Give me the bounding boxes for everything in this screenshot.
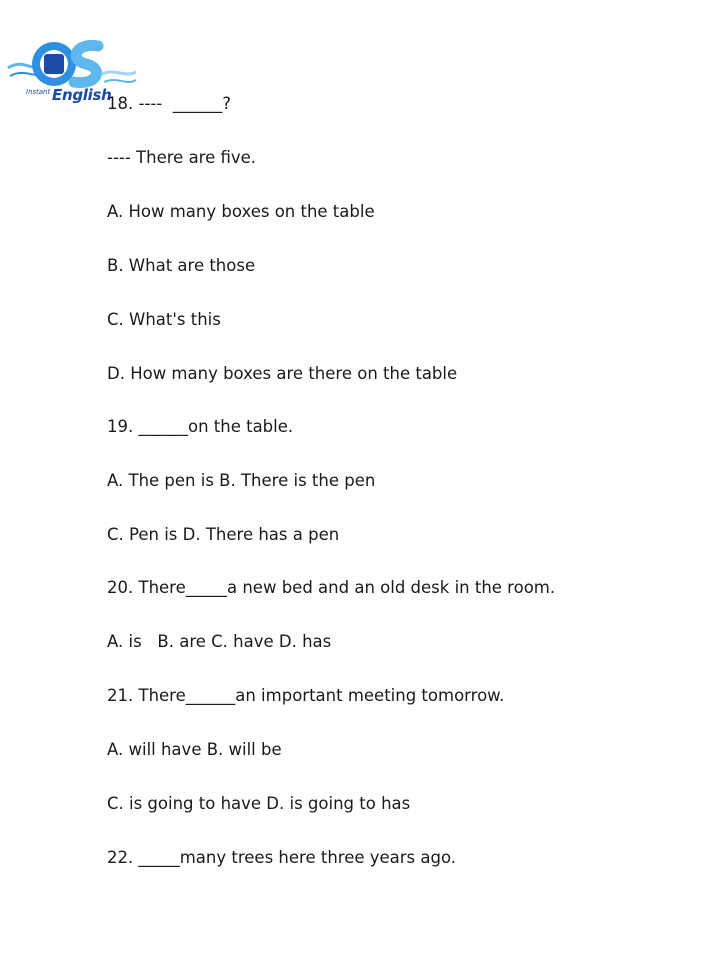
- question-18: 18. ---- ______?: [107, 94, 232, 113]
- logo-subtext: Instant: [26, 88, 51, 96]
- question-18-option-c: C. What's this: [107, 310, 221, 329]
- question-18-option-b: B. What are those: [107, 256, 256, 275]
- question-20: 20. There_____a new bed and an old desk in the room.: [107, 578, 556, 597]
- question-18-option-a: A. How many boxes on the table: [107, 202, 375, 221]
- question-20-options: A. is B. are C. have D. has: [107, 632, 332, 651]
- question-22: 22. _____many trees here three years ago.: [107, 848, 457, 867]
- question-21-options-cd: C. is going to have D. is going to has: [107, 794, 411, 813]
- question-19-options-ab: A. The pen is B. There is the pen: [107, 471, 376, 490]
- question-18-answer: ---- There are five.: [107, 148, 257, 167]
- question-18-option-d: D. How many boxes are there on the table: [107, 364, 458, 383]
- question-21-options-ab: A. will have B. will be: [107, 740, 282, 759]
- question-19-options-cd: C. Pen is D. There has a pen: [107, 525, 340, 544]
- question-19: 19. ______on the table.: [107, 417, 294, 436]
- logo-brand-text: English: [52, 86, 112, 104]
- question-21: 21. There______an important meeting tomorrow.: [107, 686, 505, 705]
